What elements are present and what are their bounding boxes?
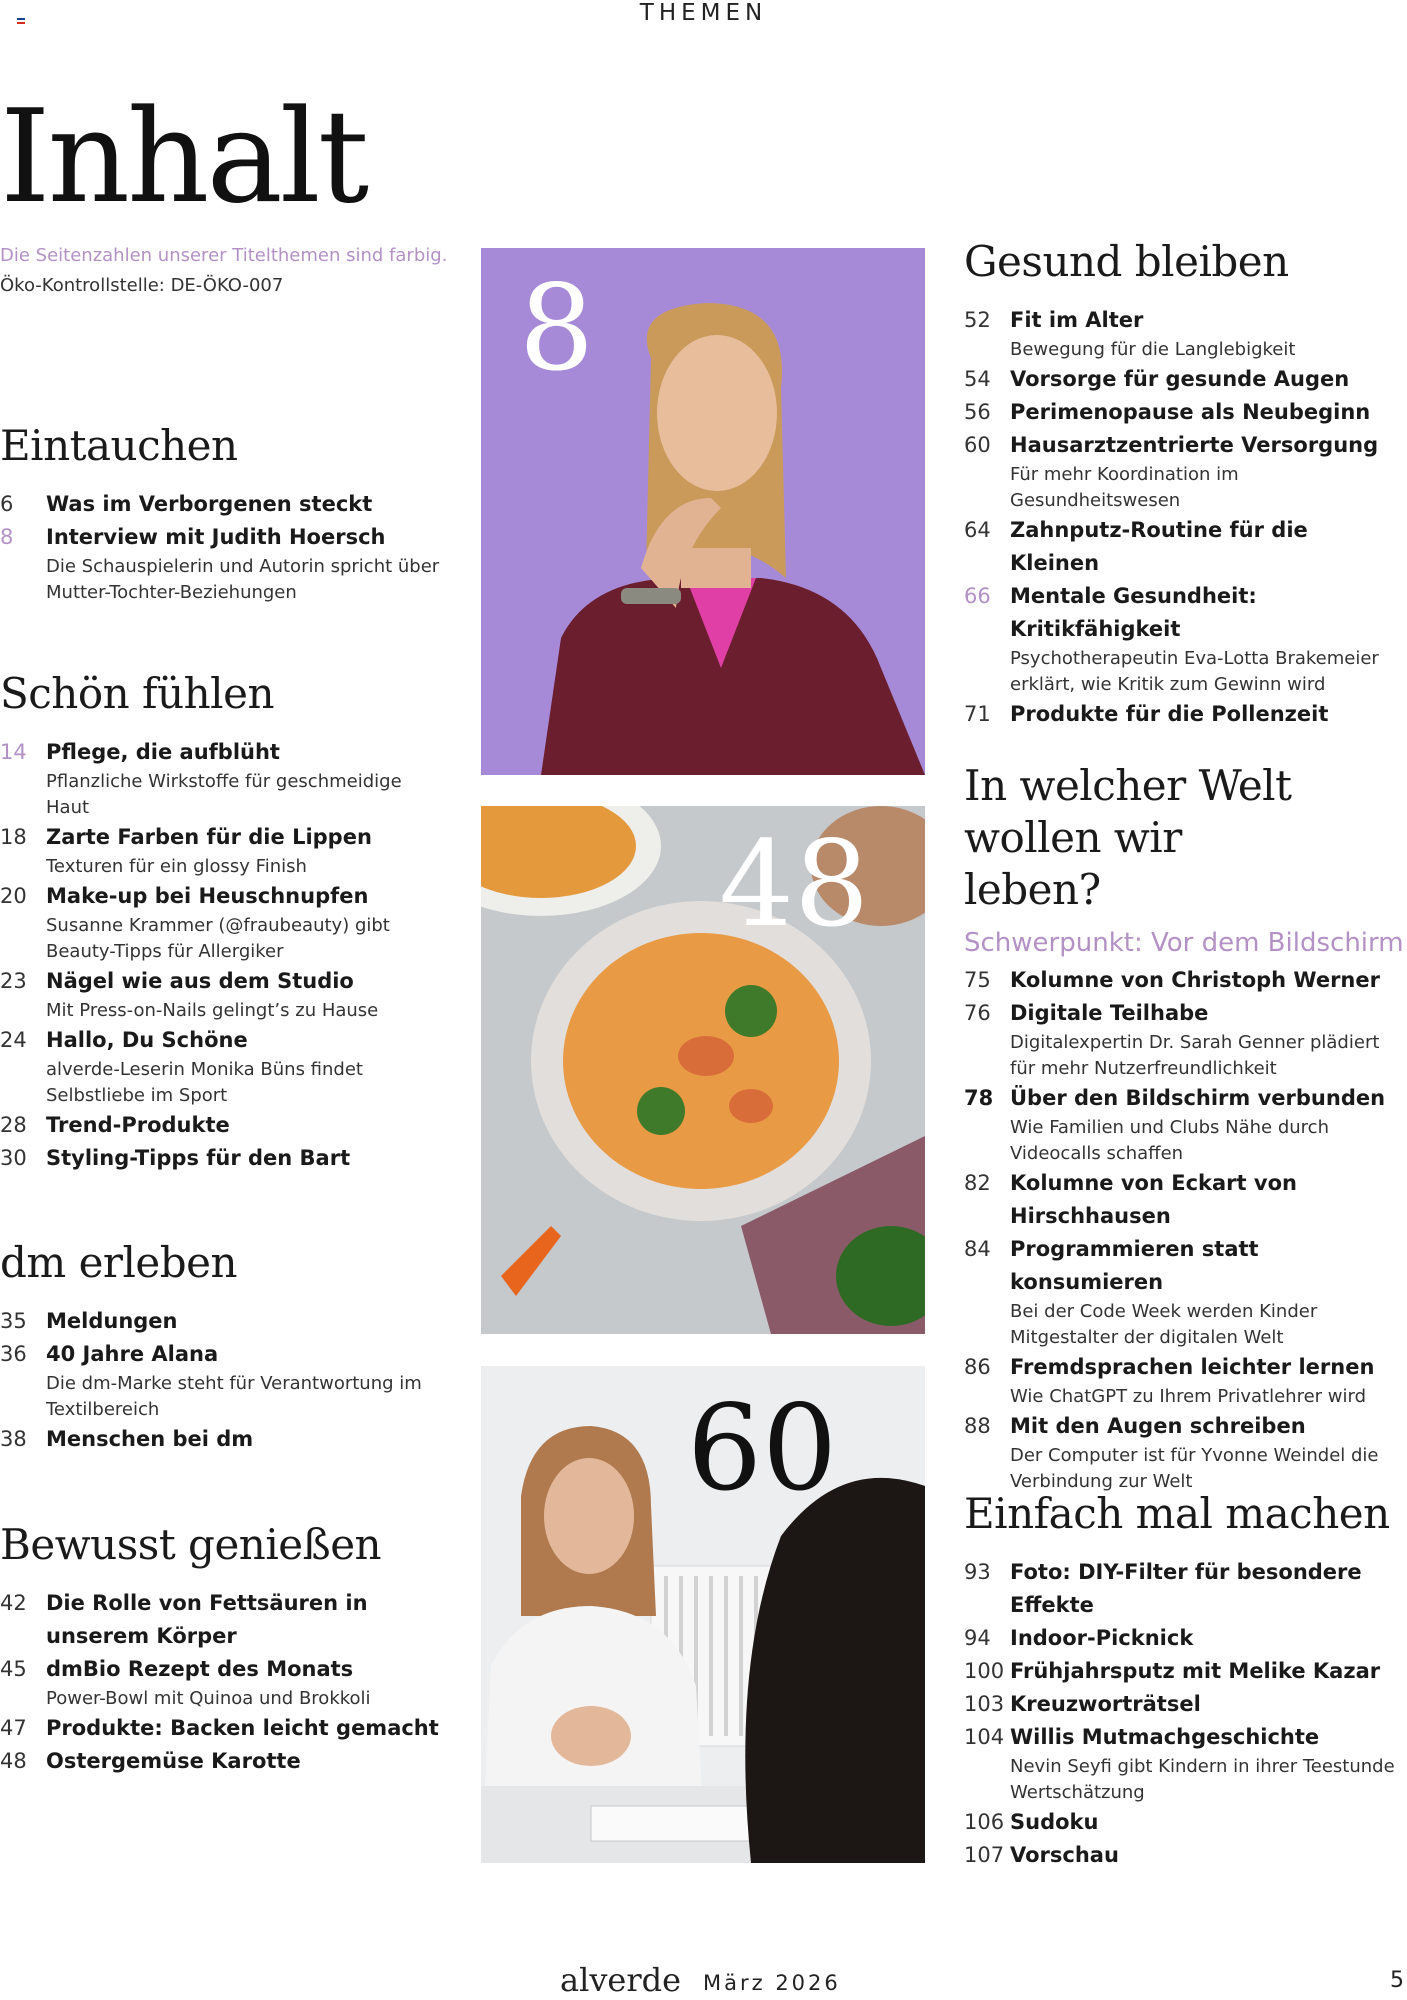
toc-entry-title: Zahnputz-Routine für die Kleinen	[1010, 518, 1308, 575]
photo-page-number: 8	[519, 259, 595, 397]
toc-entry-description: Power-Bowl mit Quinoa und Brokkoli	[46, 1688, 371, 1709]
toc-entry-body	[1010, 964, 1404, 997]
toc-entry[interactable]	[0, 821, 440, 880]
toc-page-number: 71	[964, 702, 991, 726]
section-heading: Schön fühlen	[0, 669, 275, 718]
toc-entry-title: Foto: DIY-Filter für besondere Effekte	[1010, 1560, 1362, 1617]
toc-page-number: 104	[964, 1725, 1005, 1749]
toc-entry[interactable]	[964, 429, 1404, 514]
toc-entry-title: Perimenopause als Neubeginn	[1010, 400, 1371, 424]
toc-entry[interactable]	[964, 514, 1404, 580]
toc-entry-title: Mit den Augen schreiben	[1010, 1414, 1306, 1438]
toc-entry-title: Frühjahrsputz mit Melike Kazar	[1010, 1659, 1381, 1683]
toc-entry-body	[1010, 1806, 1404, 1839]
toc-entry-body	[1010, 514, 1404, 580]
toc-entry[interactable]	[964, 396, 1404, 429]
toc-entry-title: Über den Bildschirm verbunden	[1010, 1086, 1386, 1110]
section	[0, 420, 440, 606]
toc-entry-body	[1010, 429, 1404, 514]
toc-entry-description: alverde-Leserin Monika Büns findet Selbstliebe im Sport	[46, 1059, 363, 1106]
toc-entry-body	[1010, 1351, 1404, 1410]
toc-entry-body	[46, 1745, 440, 1778]
photo-food[interactable]	[481, 806, 925, 1334]
section	[964, 760, 1404, 1495]
toc-entry[interactable]	[964, 1233, 1404, 1351]
toc-entry-body	[46, 1587, 440, 1653]
section	[964, 1488, 1404, 1872]
toc-entry-description: Susanne Krammer (@fraubeauty) gibt Beauty-Tipps für Allergiker	[46, 915, 390, 962]
photo-doctor[interactable]	[481, 1366, 925, 1863]
toc-entry[interactable]	[964, 1622, 1404, 1655]
toc-page-number: 14	[0, 740, 27, 764]
toc-entry-title: Meldungen	[46, 1309, 178, 1333]
toc-entry-description: Digitalexpertin Dr. Sarah Genner plädiert für mehr Nutzerfreundlichkeit	[1010, 1032, 1380, 1079]
toc-page-number: 93	[964, 1560, 991, 1584]
note-control-body: Öko-Kontrollstelle: DE-ÖKO-007	[0, 275, 284, 296]
toc-entry[interactable]	[964, 580, 1404, 698]
toc-entry-title: Hausarztzentrierte Versorgung	[1010, 433, 1379, 457]
toc-entry-body	[1010, 580, 1404, 698]
section-heading: In welcher Welt wollen wir leben?	[964, 761, 1292, 914]
section	[0, 1519, 440, 1778]
toc-entry-title: Fit im Alter	[1010, 308, 1144, 332]
toc-entry-description: Pflanzliche Wirkstoffe für geschmeidige Haut	[46, 771, 402, 818]
toc-entry-body	[1010, 1082, 1404, 1167]
toc-entry-body	[46, 1338, 440, 1423]
toc-entry-title: Menschen bei dm	[46, 1427, 254, 1451]
toc-entry-description: Psychotherapeutin Eva-Lotta Brakemeier erklärt, wie Kritik zum Gewinn wird	[1010, 648, 1379, 695]
section-heading: Einfach mal machen	[964, 1489, 1390, 1538]
section-heading: Eintauchen	[0, 421, 238, 470]
toc-entry-description: Die dm-Marke steht für Verantwortung im Textilbereich	[46, 1373, 422, 1420]
toc-page-number: 64	[964, 518, 991, 542]
toc-entry-body	[46, 736, 440, 821]
toc-page-number: 6	[0, 492, 14, 516]
toc-entry-title: Was im Verborgenen steckt	[46, 492, 373, 516]
toc-entry[interactable]	[0, 1024, 440, 1109]
toc-entry-title: Nägel wie aus dem Studio	[46, 969, 354, 993]
toc-entry-body	[1010, 1622, 1404, 1655]
toc-page-number: 18	[0, 825, 27, 849]
section-subheading: Schwerpunkt: Vor dem Bildschirm	[964, 928, 1404, 958]
toc-entry[interactable]	[964, 1410, 1404, 1495]
toc-entry[interactable]	[964, 1806, 1404, 1839]
toc-entry-description: Mit Press-on-Nails gelingt’s zu Hause	[46, 1000, 379, 1021]
toc-page-number: 38	[0, 1427, 27, 1451]
toc-entry-title: 40 Jahre Alana	[46, 1342, 219, 1366]
toc-entry-body	[46, 1142, 440, 1175]
toc-page-number: 78	[964, 1086, 994, 1110]
toc-entry-title: Kreuzworträtsel	[1010, 1692, 1201, 1716]
toc-entry-title: Styling-Tipps für den Bart	[46, 1146, 351, 1170]
toc-entry[interactable]	[964, 1721, 1404, 1806]
toc-entry-body	[1010, 304, 1404, 363]
issue-date: März 2026	[703, 1971, 841, 1995]
toc-entry-body	[1010, 1167, 1404, 1233]
toc-entry[interactable]	[964, 1167, 1404, 1233]
toc-entry[interactable]	[0, 1305, 440, 1338]
toc-entry-body	[46, 1423, 440, 1456]
toc-entry-title: Hallo, Du Schöne	[46, 1028, 248, 1052]
toc-entry-description: Texturen für ein glossy Finish	[46, 856, 307, 877]
toc-page-number: 76	[964, 1001, 991, 1025]
note-colored-pages: Die Seitenzahlen unserer Titelthemen sind farbig.	[0, 245, 448, 266]
toc-entry[interactable]	[0, 736, 440, 821]
brand-logo: alverde	[560, 1961, 682, 1999]
toc-page-number: 66	[964, 584, 991, 608]
toc-page-number: 23	[0, 969, 27, 993]
toc-entry[interactable]	[0, 1712, 440, 1745]
toc-page-number: 36	[0, 1342, 27, 1366]
toc-entry-body	[1010, 1839, 1404, 1872]
toc-entry[interactable]	[0, 1423, 440, 1456]
toc-page-number: 88	[964, 1414, 991, 1438]
toc-entry-title: Digitale Teilhabe	[1010, 1001, 1209, 1025]
toc-entry-body	[1010, 396, 1404, 429]
toc-entry-title: Interview mit Judith Hoersch	[46, 525, 386, 549]
toc-entry-body	[46, 880, 440, 965]
toc-entry-body	[46, 1653, 440, 1712]
toc-page-number: 52	[964, 308, 991, 332]
toc-entry-title: Fremdsprachen leichter lernen	[1010, 1355, 1375, 1379]
toc-entry-body	[1010, 1655, 1404, 1688]
toc-entry-title: Programmieren statt konsumieren	[1010, 1237, 1259, 1294]
toc-entry[interactable]	[964, 1556, 1404, 1622]
section	[964, 236, 1404, 731]
photo-page-number: 60	[687, 1379, 838, 1517]
toc-entry[interactable]	[964, 1082, 1404, 1167]
toc-entry-title: Sudoku	[1010, 1810, 1099, 1834]
toc-entry-body	[46, 821, 440, 880]
toc-page-number: 20	[0, 884, 27, 908]
toc-page-number: 86	[964, 1355, 991, 1379]
toc-entry[interactable]	[964, 1351, 1404, 1410]
section-heading: Bewusst genießen	[0, 1520, 382, 1569]
toc-page-number: 106	[964, 1810, 1005, 1834]
toc-page-number: 28	[0, 1113, 27, 1137]
toc-entry-description: Wie ChatGPT zu Ihrem Privatlehrer wird	[1010, 1386, 1367, 1407]
toc-page-number: 56	[964, 400, 991, 424]
toc-entry[interactable]	[0, 1338, 440, 1423]
toc-entry-description: Bewegung für die Langlebigkeit	[1010, 339, 1296, 360]
toc-entry[interactable]	[964, 1688, 1404, 1721]
toc-entry-title: Vorschau	[1010, 1843, 1119, 1867]
toc-page-number: 103	[964, 1692, 1005, 1716]
toc-entry[interactable]	[0, 488, 440, 521]
toc-entry-title: Willis Mutmachgeschichte	[1010, 1725, 1320, 1749]
photo-page-number: 48	[719, 815, 870, 953]
toc-page-number: 107	[964, 1843, 1005, 1867]
toc-page-number: 60	[964, 433, 991, 457]
toc-entry[interactable]	[0, 1142, 440, 1175]
toc-entry[interactable]	[0, 1109, 440, 1142]
toc-entry-body	[1010, 1410, 1404, 1495]
toc-entry-body	[1010, 997, 1404, 1082]
toc-entry-title: dmBio Rezept des Monats	[46, 1657, 354, 1681]
toc-entry[interactable]	[0, 1745, 440, 1778]
toc-entry-body	[46, 521, 440, 606]
toc-entry-body	[1010, 363, 1404, 396]
toc-page-number: 94	[964, 1626, 991, 1650]
toc-entry[interactable]	[0, 965, 440, 1024]
toc-page-number: 48	[0, 1749, 27, 1773]
toc-entry-body	[1010, 1721, 1404, 1806]
toc-entry-title: Kolumne von Christoph Werner	[1010, 968, 1380, 992]
toc-entry-title: Die Rolle von Fettsäuren in unserem Körper	[46, 1591, 368, 1648]
toc-entry-description: Bei der Code Week werden Kinder Mitgestalter der digitalen Welt	[1010, 1301, 1318, 1348]
toc-entry-title: Vorsorge für gesunde Augen	[1010, 367, 1350, 391]
toc-page-number: 8	[0, 525, 14, 549]
toc-entry-title: Kolumne von Eckart von Hirschhausen	[1010, 1171, 1297, 1228]
toc-entry-body	[46, 965, 440, 1024]
toc-entry[interactable]	[0, 880, 440, 965]
toc-entry[interactable]	[964, 964, 1404, 997]
toc-entry-description: Die Schauspielerin und Autorin spricht über Mutter-Tochter-Beziehungen	[46, 556, 440, 603]
toc-page-number: 35	[0, 1309, 27, 1333]
section	[0, 668, 440, 1175]
toc-entry-title: Indoor-Picknick	[1010, 1626, 1194, 1650]
toc-page-number: 30	[0, 1146, 27, 1170]
toc-page-number: 75	[964, 968, 991, 992]
toc-entry-title: Mentale Gesundheit: Kritikfähigkeit	[1010, 584, 1257, 641]
toc-entry-body	[46, 1109, 440, 1142]
toc-entry-body	[46, 488, 440, 521]
toc-entry-title: Zarte Farben für die Lippen	[46, 825, 372, 849]
toc-entry[interactable]	[964, 1655, 1404, 1688]
toc-entry-body	[1010, 1688, 1404, 1721]
toc-page-number: 47	[0, 1716, 27, 1740]
toc-entry[interactable]	[964, 698, 1404, 731]
toc-entry-body	[46, 1712, 440, 1745]
toc-entry-description: Für mehr Koordination im Gesundheitswesen	[1010, 464, 1239, 511]
toc-page-number: 24	[0, 1028, 27, 1052]
toc-entry-description: Nevin Seyfi gibt Kindern in ihrer Teestunde Wertschätzung	[1010, 1756, 1395, 1803]
toc-page-number: 45	[0, 1657, 27, 1681]
section-label: THEMEN	[639, 0, 768, 26]
toc-entry-body	[1010, 698, 1404, 731]
toc-page-number: 42	[0, 1591, 27, 1615]
page-number: 5	[1390, 1968, 1404, 1993]
toc-page-number: 54	[964, 367, 991, 391]
toc-entry[interactable]	[964, 1839, 1404, 1872]
toc-page-number: 84	[964, 1237, 991, 1261]
toc-entry-title: Pflege, die aufblüht	[46, 740, 280, 764]
toc-page-number: 100	[964, 1659, 1005, 1683]
toc-page-number: 82	[964, 1171, 991, 1195]
toc-entry-title: Produkte: Backen leicht gemacht	[46, 1716, 439, 1740]
toc-entry[interactable]	[0, 521, 440, 606]
toc-entry-body	[1010, 1233, 1404, 1351]
toc-entry[interactable]	[0, 1587, 440, 1653]
toc-entry-title: Make-up bei Heuschnupfen	[46, 884, 369, 908]
toc-entry-body	[1010, 1556, 1404, 1622]
toc-entry-body	[46, 1305, 440, 1338]
toc-entry-description: Der Computer ist für Yvonne Weindel die Verbindung zur Welt	[1010, 1445, 1379, 1492]
toc-entry-title: Trend-Produkte	[46, 1113, 230, 1137]
section-heading: dm erleben	[0, 1238, 238, 1287]
toc-entry-title: Ostergemüse Karotte	[46, 1749, 301, 1773]
photo-interview[interactable]	[481, 248, 925, 775]
toc-entry-body	[46, 1024, 440, 1109]
toc-entry[interactable]	[964, 363, 1404, 396]
section	[0, 1237, 440, 1456]
toc-entry-title: Produkte für die Pollenzeit	[1010, 702, 1329, 726]
toc-entry[interactable]	[0, 1653, 440, 1712]
toc-entry-description: Wie Familien und Clubs Nähe durch Videocalls schaffen	[1010, 1117, 1329, 1164]
toc-entry[interactable]	[964, 997, 1404, 1082]
section-heading: Gesund bleiben	[964, 237, 1289, 286]
page-title: Inhalt	[0, 83, 367, 232]
toc-entry[interactable]	[964, 304, 1404, 363]
